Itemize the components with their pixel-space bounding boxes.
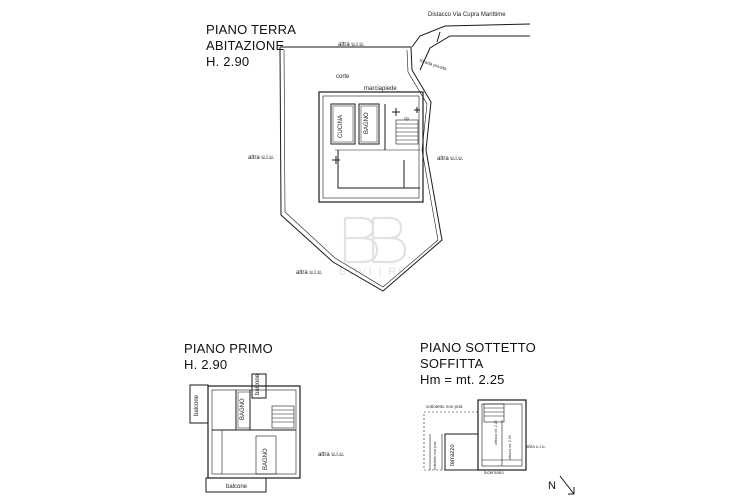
altra-uiu-top: altra u.i.u. [338,42,365,48]
first-title: PIANO PRIMO [184,341,273,356]
cucina-label: CUCINA [338,114,344,138]
sottotetto-label: sottotetto non prat. [426,404,464,409]
ground-subtitle: ABITAZIONE [206,38,285,53]
bagno-first-bottom-label: BAGNO [263,448,269,470]
altra-uiu-attic: altra u.i.u. [526,444,546,449]
balcone-top-label: balcone [255,373,261,395]
small-vertical-2: altezza mt. 2.25 [494,420,498,445]
bagno-ground-label: BAGNO [364,112,370,134]
small-vertical-1: sottotetto non prat. [433,440,437,470]
strada-privata-label: Strada privata [418,57,448,72]
altra-uiu-left: altra u.i.u. [248,155,275,161]
ground-house [319,92,423,202]
ground-stairs [396,120,418,144]
attic-subtitle: SOFFITTA [420,356,484,371]
attic-title: PIANO SOTTETTO [420,340,536,355]
road-label: Distacco Via Cupra Marittime [428,12,506,18]
first-stairs [272,406,294,428]
balcone-bottom-label: balcone [226,484,248,490]
lucernario-label: lucernario [484,470,504,475]
small-vertical-3: altezza mt. 2.00 [508,435,512,460]
ground-height: H. 2.90 [206,54,250,69]
altra-uiu-first: altra u.i.u. [318,452,345,458]
rip-label: rip. [404,116,411,121]
altra-uiu-right: altra u.i.u. [437,156,464,162]
attic-height: Hm = mt. 2.25 [420,372,505,387]
watermark-text: BOVI | RE [339,266,408,278]
first-height: H. 2.90 [184,357,228,372]
terrazzo-label: terrazzo [450,444,456,466]
north-arrow-icon [560,476,574,494]
bagno-first-top-label: BAGNO [240,398,246,420]
north-label: N [548,480,556,492]
altra-uiu-bottom: altra u.i.u. [296,270,323,276]
balcone-left-label: balcone [194,394,200,416]
corte-label: corte [336,74,350,80]
marciapiede-label: marciapiede [364,86,397,92]
watermark-logo [333,214,417,289]
ground-title: PIANO TERRA [206,22,297,37]
